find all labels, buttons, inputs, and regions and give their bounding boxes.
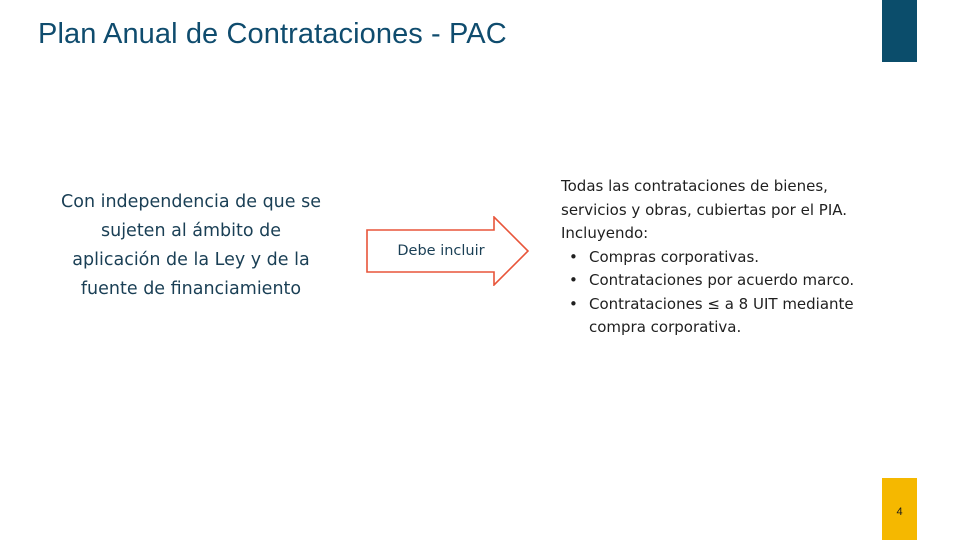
intro-line-1: Todas las contrataciones de bienes, <box>561 177 828 195</box>
right-content <box>561 175 891 340</box>
top-accent-bar <box>882 0 917 62</box>
bullet-icon: • <box>569 247 578 266</box>
bullet-icon: • <box>569 271 578 289</box>
list-item <box>561 269 891 293</box>
left-condition-text: Con independencia de que se sujeten al ámbito de aplicación de la Ley y de la fuente de financiamiento <box>61 192 321 299</box>
list-item <box>561 293 891 340</box>
slide-title: Plan Anual de Contrataciones - PAC <box>38 18 507 50</box>
list-item-text: Compras corporativas. <box>589 247 760 266</box>
list-item-text: Contrataciones ≤ a 8 UIT mediante <box>589 294 854 313</box>
intro-line-3: Incluyendo: <box>561 224 649 242</box>
page-number-box <box>882 478 917 540</box>
list-item <box>561 246 891 270</box>
bullet-icon: • <box>569 294 578 313</box>
list-item-text: Contrataciones por acuerdo marco. <box>589 271 855 289</box>
list-item-continuation: compra corporativa. <box>589 318 742 336</box>
arrow-label: Debe incluir <box>397 243 485 259</box>
page-number: 4 <box>896 506 903 518</box>
bullet-list <box>561 246 891 340</box>
arrow-shape <box>366 216 530 286</box>
intro-line-2: servicios y obras, cubiertas por el PIA. <box>561 200 848 219</box>
